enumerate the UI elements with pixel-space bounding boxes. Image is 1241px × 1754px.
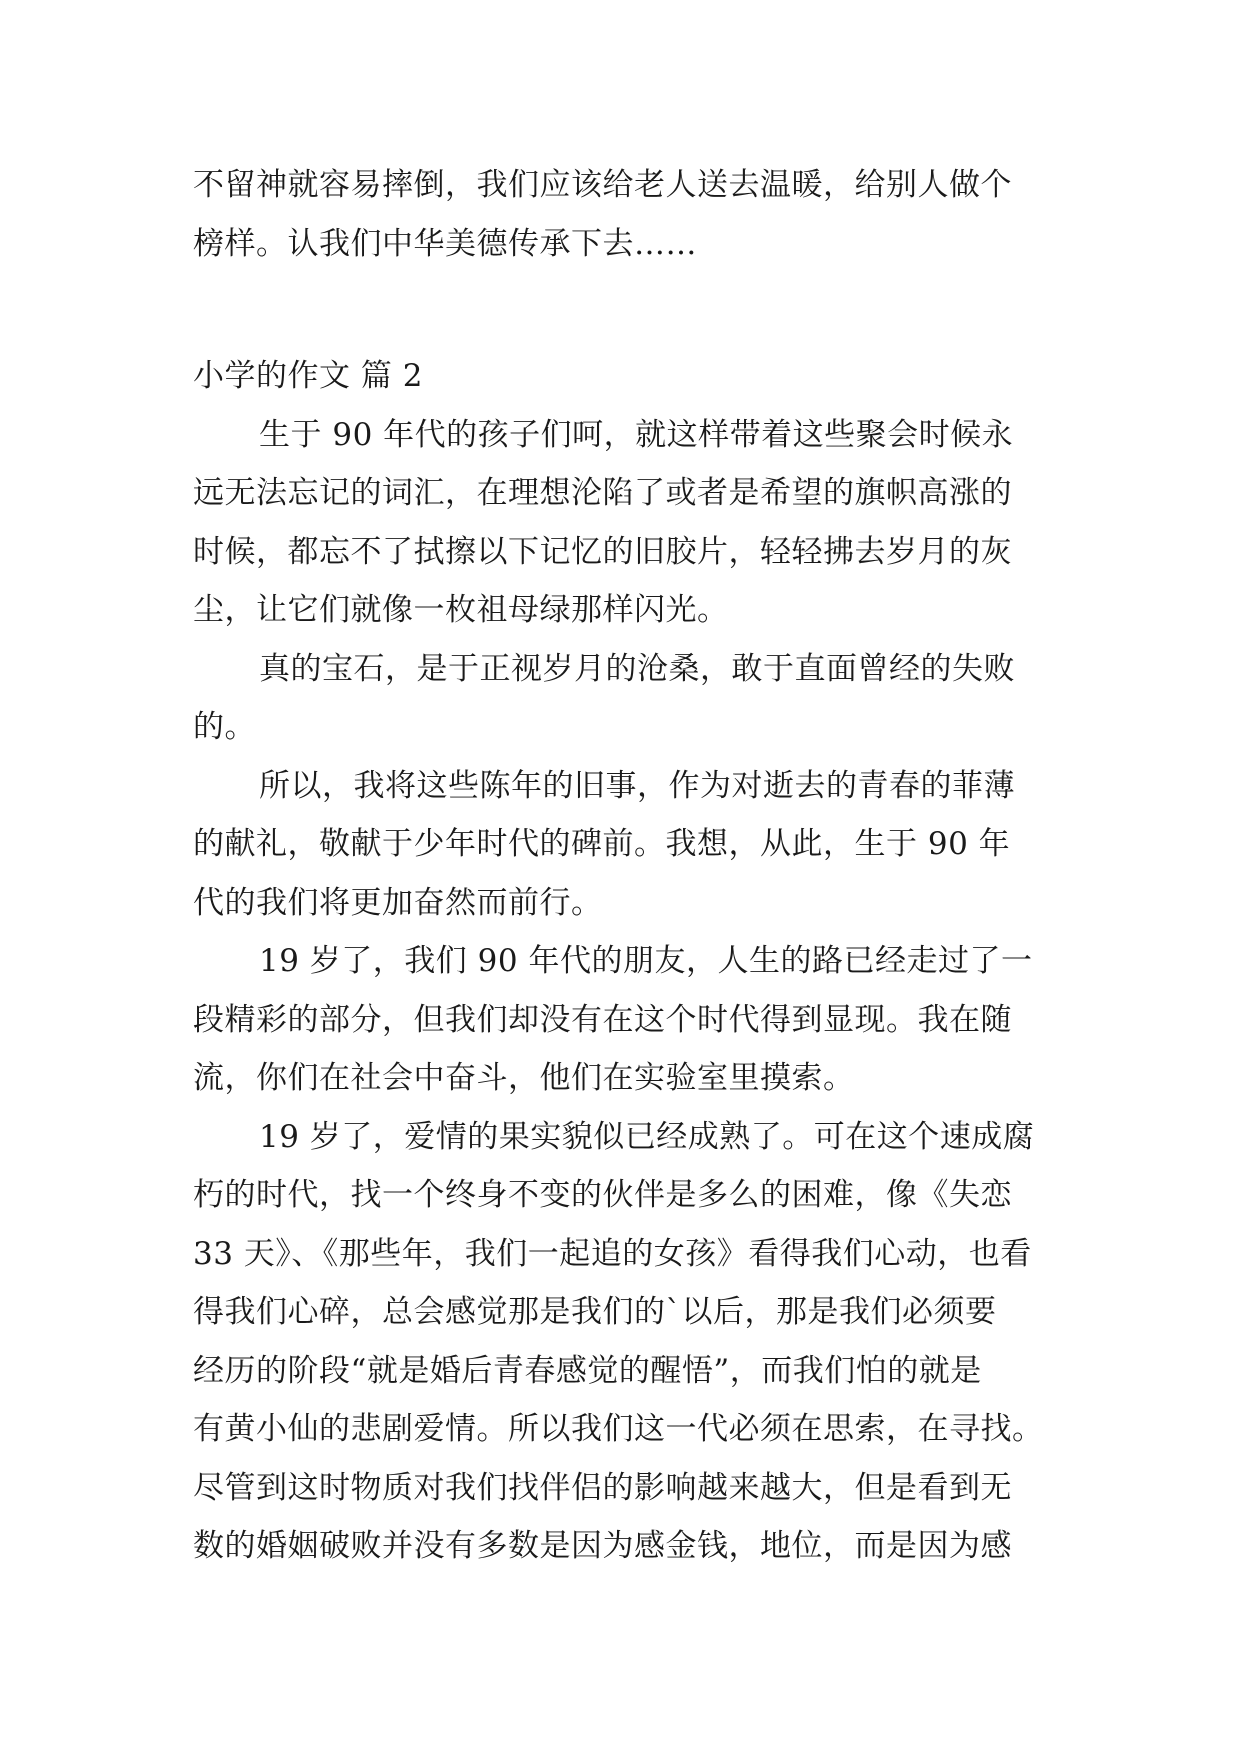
text-line: 朽的时代，找一个终身不变的伙伴是多么的困难，像《失恋: [193, 1177, 1012, 1213]
text-line: 代的我们将更加奋然而前行。: [193, 884, 603, 921]
text-line: 的。: [193, 709, 256, 745]
paragraph: [193, 1108, 1050, 1576]
text-line: 经历的阶段“就是婚后青春感觉的醒悟”，而我们怕的就是: [193, 1352, 982, 1389]
text-line: 生于 90 年代的孩子们呵，就这样带着这些聚会时候永: [259, 416, 1014, 453]
text-line: 所以，我将这些陈年的旧事，作为对逝去的青春的菲薄: [259, 767, 1015, 804]
paragraph: [193, 757, 1050, 933]
continuation-paragraph: [193, 156, 1050, 273]
text-line: 流，你们在社会中奋斗，他们在实验室里摸索。: [193, 1060, 855, 1096]
text-line: 有黄小仙的悲剧爱情。所以我们这一代必须在思索，在寻找。: [193, 1411, 1044, 1447]
text-line: 尽管到这时物质对我们找伴侣的影响越来越大，但是看到无: [193, 1469, 1012, 1506]
text-line: 远无法忘记的词汇，在理想沦陷了或者是希望的旗帜高涨的: [193, 475, 1012, 511]
text-line: 榜样。认我们中华美德传承下去……: [193, 225, 697, 262]
text-line: 真的宝石，是于正视岁月的沧桑，敢于直面曾经的失败: [259, 650, 1015, 687]
text-line: 得我们心碎，总会感觉那是我们的`以后，那是我们必须要: [193, 1294, 997, 1330]
paragraph: [193, 932, 1050, 1108]
text-line: 19 岁了，爱情的果实貌似已经成熟了。可在这个速成腐: [259, 1118, 1035, 1155]
text-line: 的献礼，敬献于少年时代的碑前。我想，从此，生于 90 年: [193, 826, 1011, 862]
text-line: 不留神就容易摔倒，我们应该给老人送去温暖，给别人做个: [193, 167, 1012, 203]
text-line: 尘，让它们就像一枚祖母绿那样闪光。: [193, 592, 729, 628]
text-line: 19 岁了，我们 90 年代的朋友，人生的路已经走过了一: [259, 943, 1033, 979]
text-line: 数的婚姻破败并没有多数是因为感金钱，地位，而是因为感: [193, 1528, 1012, 1564]
paragraph: [193, 406, 1050, 640]
section-heading: 小学的作文 篇 2: [193, 358, 423, 394]
paragraph: [193, 640, 1050, 757]
text-line: 33 天》、《那些年，我们一起追的女孩》看得我们心动，也看: [193, 1235, 1032, 1272]
text-line: 时候，都忘不了拭擦以下记忆的旧胶片，轻轻拂去岁月的灰: [193, 533, 1012, 570]
document-body: [193, 156, 1050, 1576]
text-line: 段精彩的部分，但我们却没有在这个时代得到显现。我在随: [193, 1001, 1012, 1038]
